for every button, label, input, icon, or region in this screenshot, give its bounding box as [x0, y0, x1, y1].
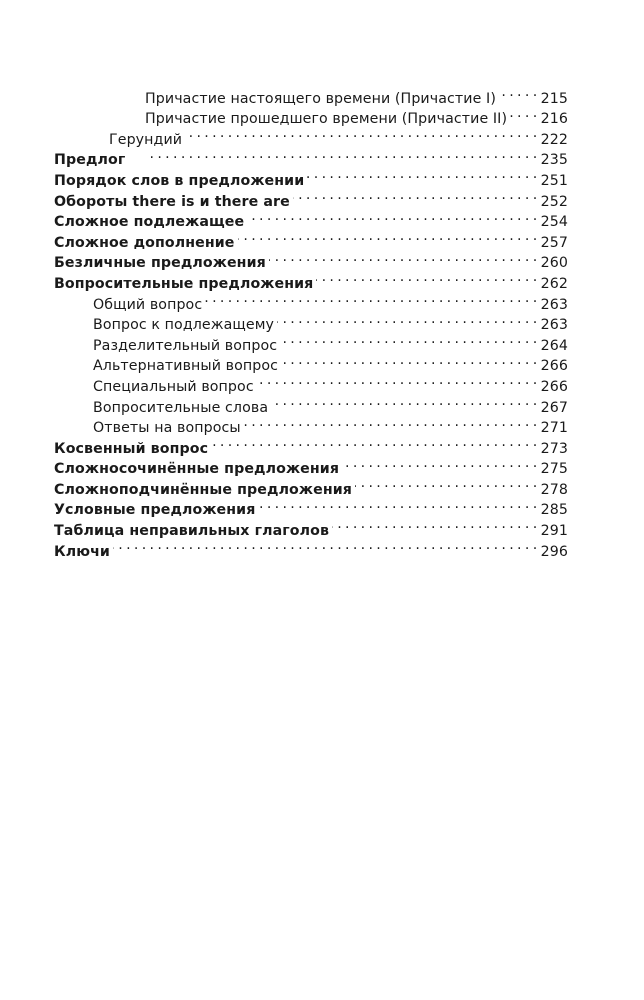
toc-entry-word-order[interactable]	[54, 164, 568, 189]
dot-leader	[185, 123, 537, 144]
toc-entry-page: 264	[540, 337, 568, 354]
toc-entry-page: 291	[540, 523, 568, 540]
toc-entry-title: Вопросительные слова	[93, 399, 269, 416]
toc-entry-title: Причастие прошедшего времени (Причастие II)	[145, 111, 508, 128]
toc-entry-title: Сложное подлежащее	[54, 214, 245, 231]
dot-leader	[271, 391, 536, 412]
toc-entry-page: 251	[540, 172, 568, 189]
toc-entry-page: 254	[540, 214, 568, 231]
dot-leader	[342, 453, 537, 474]
dot-leader	[247, 206, 536, 227]
toc-entry-title: Таблица неправильных глаголов	[54, 523, 330, 540]
toc-entry-page: 257	[540, 234, 568, 251]
dot-leader	[280, 329, 536, 350]
toc-entry-page: 263	[540, 296, 568, 313]
toc-entry-page: 215	[540, 90, 568, 107]
toc-entry-title: Ответы на вопросы	[93, 420, 241, 437]
toc-entry-title: Общий вопрос	[93, 296, 203, 313]
toc-entry-page: 285	[540, 502, 568, 519]
toc-entry-page: 235	[540, 152, 568, 169]
toc-entry-title: Разделительный вопрос	[93, 337, 278, 354]
toc-entry-title: Вопросительные предложения	[54, 275, 314, 292]
dot-leader	[238, 226, 537, 247]
toc-entry-page: 263	[540, 317, 568, 334]
toc-entry-page: 260	[540, 255, 568, 272]
toc-entry-title: Сложноподчинённые предложения	[54, 481, 352, 498]
toc-entry-title: Порядок слов в предложении	[54, 172, 305, 189]
table-of-contents	[54, 82, 568, 560]
toc-entry-page: 296	[540, 543, 568, 560]
toc-entry-title: Обороты there is и there are	[54, 193, 290, 210]
toc-entry-page: 266	[540, 358, 568, 375]
dot-leader	[499, 82, 537, 103]
toc-entry-title: Причастие настоящего времени (Причастие I)	[145, 90, 496, 107]
toc-entry-participle-present[interactable]	[54, 82, 568, 107]
toc-entry-title: Сложное дополнение	[54, 234, 235, 251]
toc-entry-page: 216	[540, 111, 568, 128]
toc-entry-page: 271	[540, 420, 568, 437]
toc-entry-keys[interactable]	[54, 535, 568, 560]
toc-entry-page: 262	[540, 275, 568, 292]
toc-entry-title: Альтернативный вопрос	[93, 358, 279, 375]
toc-entry-page: 267	[540, 399, 568, 416]
toc-entry-page: 266	[540, 378, 568, 395]
toc-entry-title: Предлог	[54, 152, 126, 169]
dot-leader	[307, 164, 536, 185]
toc-entry-title: Безличные предложения	[54, 255, 266, 272]
toc-entry-page: 222	[540, 131, 568, 148]
dot-leader	[205, 288, 536, 309]
toc-entry-title: Специальный вопрос	[93, 378, 254, 395]
dot-leader	[211, 432, 537, 453]
dot-leader	[293, 185, 537, 206]
toc-entry-title: Герундий	[109, 131, 183, 148]
toc-entry-title: Ключи	[54, 543, 110, 560]
dot-leader	[244, 412, 537, 433]
dot-leader	[332, 514, 537, 535]
toc-entry-page: 273	[540, 440, 568, 457]
dot-leader	[277, 309, 537, 330]
dot-leader	[149, 144, 536, 165]
toc-entry-page: 278	[540, 481, 568, 498]
toc-entry-page: 275	[540, 461, 568, 478]
dot-leader	[510, 103, 537, 124]
dot-leader	[355, 473, 537, 494]
toc-entry-title: Условные предложения	[54, 502, 256, 519]
toc-entry-page: 252	[540, 193, 568, 210]
dot-leader	[113, 535, 537, 556]
toc-entry-title: Сложносочинённые предложения	[54, 461, 340, 478]
toc-entry-gerund[interactable]	[54, 123, 568, 148]
dot-leader	[316, 267, 536, 288]
dot-leader	[257, 370, 537, 391]
toc-entry-title: Вопрос к подлежащему	[93, 317, 274, 334]
dot-leader	[258, 494, 536, 515]
dot-leader	[281, 350, 537, 371]
toc-entry-title: Косвенный вопрос	[54, 440, 209, 457]
dot-leader	[269, 247, 537, 268]
